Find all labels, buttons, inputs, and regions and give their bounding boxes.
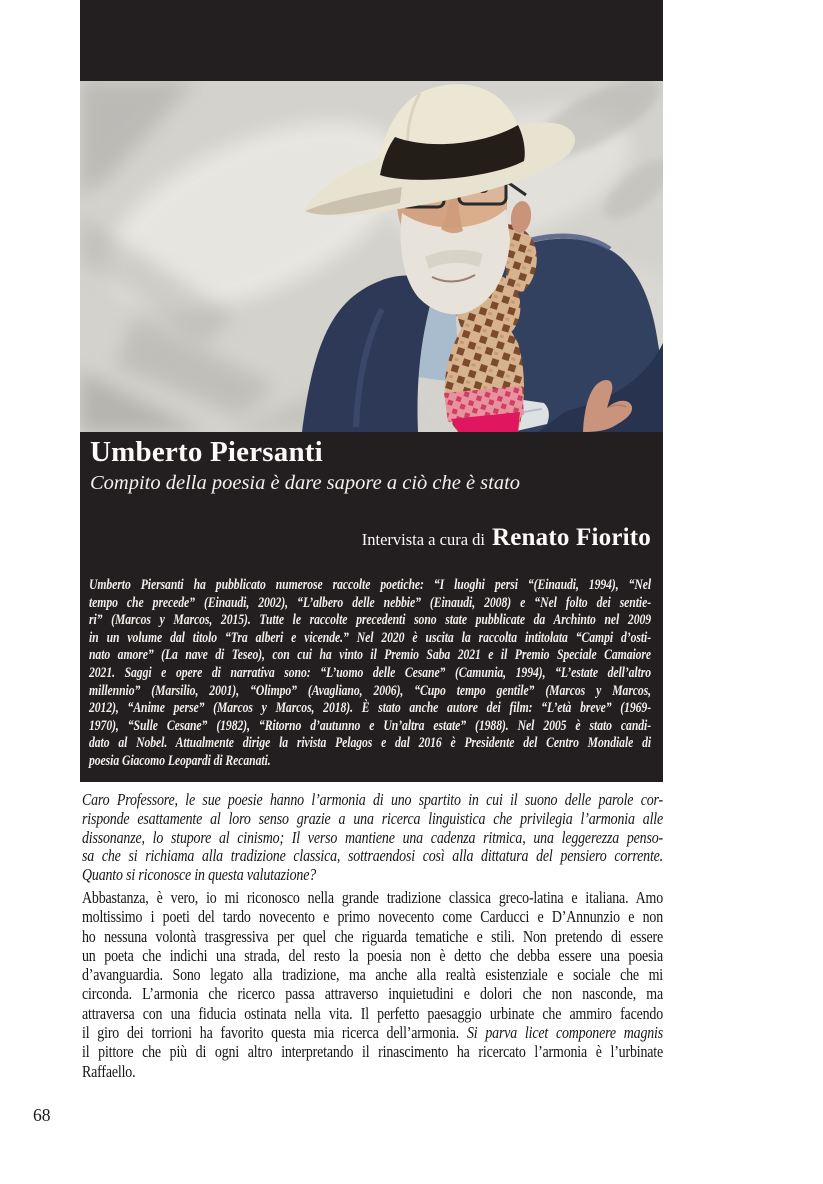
text-line: poesia Giacomo Leopardi di Recanati. — [89, 752, 271, 769]
credit-prefix: Intervista a cura di — [361, 530, 485, 549]
text-line: il giro dei torrioni ha favorito questa mia ricerca dell’armonia. Si parva licet componere magnis — [82, 1023, 663, 1043]
interview-answer — [82, 888, 663, 1081]
text-line: un poeta che indichi una strada, del resto la poesia non è detto che debba essere una poesia — [82, 945, 663, 965]
interview-question — [82, 791, 663, 885]
text-line: d’avanguardia. Sono legato alla tradizione, ma anche alla realtà esistenziale e sociale che mi — [82, 965, 663, 985]
text-line: risponde esattamente al loro senso grazie a una ricerca linguistica che privilegia l’armonia alle — [82, 808, 663, 828]
feature-block — [80, 0, 663, 782]
text-line: attraversa con una fiducia ostinata nella vita. Il perfetto paesaggio urbinate che ammiro facendo — [82, 1003, 663, 1023]
interview-credit — [362, 524, 651, 552]
text-line: ho nessuna volontà trasgressiva per quel che riguarda tematiche e stili. Non pretendo di essere — [82, 926, 663, 946]
text-line: 2012), “Anime perse” (Marcos y Marcos, 2018). È stato anche autore dei film: “L’età breve” (1969- — [89, 700, 652, 717]
text-line: il pittore che più di ogni altro interpretando il rinascimento ha ricercato l’armonia è l’urbinate — [82, 1042, 663, 1062]
text-line: 1970), “Sulle Cesane” (1982), “Ritorno d’autunno e Un’altra estate” (1988). Nel 2005 è stato candi- — [89, 717, 652, 734]
article-subtitle: Compito della poesia è dare sapore a ciò che è stato — [90, 472, 521, 494]
author-bio — [89, 577, 651, 771]
text-line: in un volume dal titolo “Tra alberi e vicende.” Nel 2020 è uscita la raccolta intitolata “Campi d’osti- — [89, 629, 652, 646]
text-line: dissonanze, lo stupore al cinismo; Il verso mantiene una cadenza ritmica, una leggerezza penso- — [82, 827, 663, 847]
text-line: Caro Professore, le sue poesie hanno l’armonia di uno spartito in cui il suono delle parole cor- — [82, 790, 663, 809]
text-line: Umberto Piersanti ha pubblicato numerose raccolte poetiche: “I luoghi persi “(Einaudi, 1994), “Nel — [89, 577, 652, 593]
text-line: 2021. Saggi e opere di narrativa sono: “L’uomo delle Cesane” (Camunia, 1994), “L’estate dell’altro — [89, 664, 652, 681]
text-line: moltissimo i poeti del tardo novecento e primo novecento come Carducci e D’Annunzio e non — [82, 907, 663, 927]
text-line: tempo che precede” (Einaudi, 2002), “L’albero delle nebbie” (Einaudi, 2008) e “Nel folto dei sentie- — [89, 594, 652, 611]
article-title: Umberto Piersanti — [90, 436, 323, 468]
text-line: millennio” (Marsilio, 2001), “Olimpo” (Avagliano, 2006), “Cupo tempo gentile” (Marcos y Marcos, — [89, 682, 652, 699]
portrait-photo — [80, 81, 663, 432]
text-line: dato al Nobel. Attualmente dirige la rivista Pelagos e dal 2016 è Presidente del Centro Mondiale di — [89, 735, 652, 752]
interviewer-name: Renato Fiorito — [491, 524, 651, 551]
text-line: ri” (Marcos y Marcos, 2015). Tutte le raccolte precedenti sono state pubblicate da Archinto nel 2009 — [89, 612, 652, 629]
text-line: nato amore” (La nave di Teseo), con cui ha vinto il Premio Saba 2021 e il Premio Speciale Camaiore — [89, 647, 652, 664]
text-line: Abbastanza, è vero, io mi riconosco nella grande tradizione classica greco-latina e italiana. Amo — [82, 888, 663, 907]
text-line: sa che si richiama alla tradizione classica, sottraendosi così alla dittatura del pensiero corrente. — [82, 846, 663, 866]
text-line: Raffaello. — [82, 1061, 136, 1081]
text-line: circonda. L’armonia che ricerco passa attraverso inquietudini e dolori che non nasconde, ma — [82, 984, 663, 1004]
page-number: 68 — [33, 1105, 51, 1125]
text-line: Quanto si riconosce in questa valutazione? — [82, 865, 317, 885]
